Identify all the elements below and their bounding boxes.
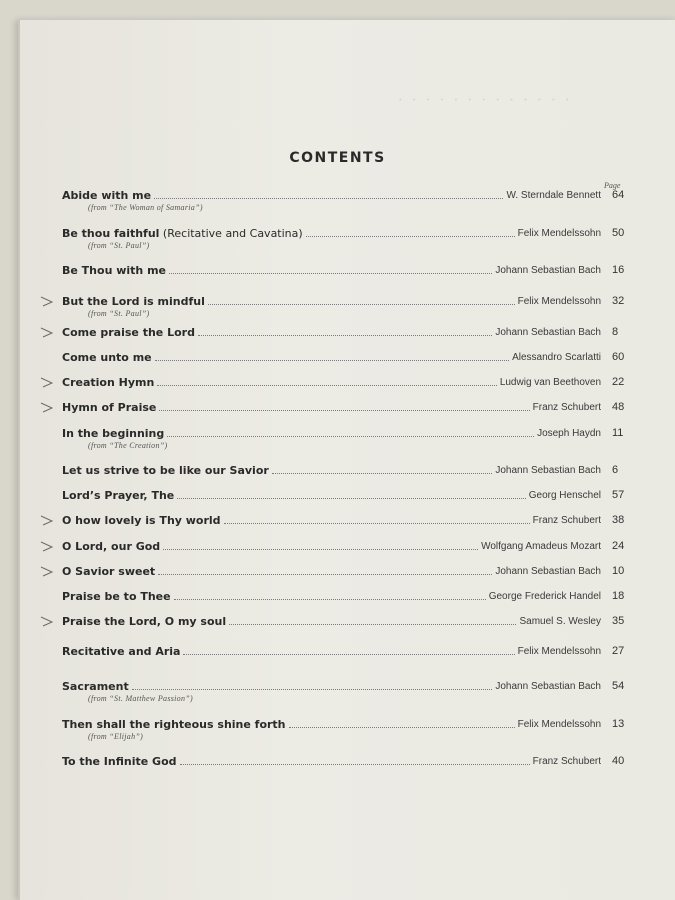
entry-page-number: 32 — [612, 295, 625, 307]
entry-page-number: 10 — [612, 565, 625, 577]
toc-entry — [0, 464, 675, 478]
entry-title: Come unto me — [62, 351, 152, 364]
entry-title: Praise the Lord, O my soul — [62, 615, 227, 628]
entry-page-number: 22 — [612, 376, 625, 388]
toc-entry — [0, 376, 675, 390]
entry-source: (from “St. Paul”) — [88, 309, 150, 318]
entry-page-number: 18 — [612, 590, 625, 602]
dot-leader — [155, 360, 509, 361]
dot-leader — [180, 764, 530, 765]
entry-note: (Recitative and Cavatina) — [159, 227, 303, 240]
dot-leader — [174, 599, 486, 600]
entry-composer: Johann Sebastian Bach — [495, 681, 601, 692]
entry-composer: Franz Schubert — [532, 402, 601, 413]
toc-entry — [0, 227, 675, 250]
pencil-check-mark — [40, 615, 62, 627]
toc-entry — [0, 615, 675, 629]
dot-leader — [167, 436, 534, 437]
toc-entry — [0, 514, 675, 528]
page-title: CONTENTS — [289, 150, 386, 166]
toc-entry — [0, 489, 675, 503]
entry-page-number: 64 — [612, 189, 625, 201]
pencil-check-mark — [40, 514, 62, 526]
dot-leader — [224, 523, 530, 524]
entry-composer: Felix Mendelssohn — [517, 296, 601, 307]
entry-title: But the Lord is mindful — [62, 295, 205, 308]
toc-entry — [0, 645, 675, 659]
entry-source: (from “St. Matthew Passion”) — [88, 694, 193, 703]
entry-page-number: 50 — [612, 227, 625, 239]
toc-entry — [0, 351, 675, 365]
dot-leader — [157, 385, 497, 386]
dot-leader — [289, 727, 515, 728]
dot-leader — [177, 498, 526, 499]
dot-leader — [132, 689, 492, 690]
entry-composer: Felix Mendelssohn — [517, 719, 601, 730]
pencil-check-mark — [40, 540, 62, 552]
entry-composer: Johann Sebastian Bach — [495, 265, 601, 276]
dot-leader — [229, 624, 516, 625]
entry-page-number: 57 — [612, 489, 625, 501]
entry-composer: Samuel S. Wesley — [519, 616, 601, 627]
entry-composer: Johann Sebastian Bach — [495, 465, 601, 476]
entry-title: Hymn of Praise — [62, 401, 157, 414]
entry-page-number: 11 — [612, 427, 624, 439]
toc-entry — [0, 264, 675, 278]
dot-leader — [158, 574, 492, 575]
entry-composer: Joseph Haydn — [537, 428, 601, 439]
entry-title: Be thou faithful (Recitative and Cavatina) — [62, 227, 303, 240]
entry-composer: Johann Sebastian Bach — [495, 566, 601, 577]
entry-composer: Felix Mendelssohn — [517, 228, 601, 239]
entry-title: Recitative and Aria — [62, 645, 181, 658]
entry-page-number: 35 — [612, 615, 625, 627]
toc-entry — [0, 189, 675, 212]
entry-page-number: 16 — [612, 264, 625, 276]
toc-entry — [0, 540, 675, 554]
entry-source: (from “Elijah”) — [88, 732, 144, 741]
entry-page-number: 24 — [612, 540, 625, 552]
entry-composer: Alessandro Scarlatti — [512, 352, 601, 363]
dot-leader — [272, 473, 492, 474]
entry-composer: Franz Schubert — [532, 756, 601, 767]
entry-title: Come praise the Lord — [62, 326, 195, 339]
entry-page-number: 54 — [612, 680, 625, 692]
toc-entry — [0, 590, 675, 604]
dot-leader — [208, 304, 515, 305]
bleed-through-text: · · · · · · · · · · · · · — [395, 90, 570, 109]
entry-title: To the Infinite God — [62, 755, 177, 768]
entry-title: O Savior sweet — [62, 565, 156, 578]
page-column-header: Page — [604, 181, 621, 190]
pencil-check-mark — [40, 565, 62, 577]
entry-title: Then shall the righteous shine forth — [62, 718, 286, 731]
entry-title: Let us strive to be like our Savior — [62, 464, 269, 477]
entry-source: (from “The Creation”) — [88, 441, 168, 450]
toc-entry — [0, 295, 675, 318]
entry-page-number: 6 — [612, 464, 619, 476]
entry-title: O Lord, our God — [62, 540, 161, 553]
toc-entry — [0, 718, 675, 741]
entry-page-number: 38 — [612, 514, 625, 526]
entry-title: Creation Hymn — [62, 376, 155, 389]
pencil-check-mark — [40, 295, 62, 307]
entry-composer: W. Sterndale Bennett — [506, 190, 601, 201]
entry-title: O how lovely is Thy world — [62, 514, 221, 527]
entry-title: In the beginning — [62, 427, 165, 440]
entry-composer: Johann Sebastian Bach — [495, 327, 601, 338]
toc-entry — [0, 326, 675, 340]
entry-page-number: 13 — [612, 718, 625, 730]
entry-composer: Wolfgang Amadeus Mozart — [481, 541, 601, 552]
entry-source: (from “The Woman of Samaria”) — [88, 203, 203, 212]
entry-composer: Georg Henschel — [528, 490, 601, 501]
dot-leader — [306, 236, 515, 237]
entry-page-number: 40 — [612, 755, 625, 767]
entry-page-number: 48 — [612, 401, 625, 413]
dot-leader — [154, 198, 503, 199]
dot-leader — [198, 335, 492, 336]
toc-entry — [0, 401, 675, 415]
toc-entry — [0, 755, 675, 769]
entry-composer: Ludwig van Beethoven — [499, 377, 601, 388]
entry-source: (from “St. Paul”) — [88, 241, 150, 250]
entry-title: Sacrament — [62, 680, 129, 693]
entry-title: Be Thou with me — [62, 264, 167, 277]
entry-page-number: 60 — [612, 351, 625, 363]
pencil-check-mark — [40, 376, 62, 388]
entry-composer: George Frederick Handel — [488, 591, 601, 602]
dot-leader — [163, 549, 478, 550]
dot-leader — [183, 654, 515, 655]
entry-title: Praise be to Thee — [62, 590, 171, 603]
pencil-check-mark — [40, 401, 62, 413]
entry-composer: Franz Schubert — [532, 515, 601, 526]
entry-page-number: 27 — [612, 645, 625, 657]
entry-title: Lord’s Prayer, The — [62, 489, 175, 502]
toc-entry — [0, 680, 675, 703]
entry-page-number: 8 — [612, 326, 619, 338]
entry-composer: Felix Mendelssohn — [517, 646, 601, 657]
pencil-check-mark — [40, 326, 62, 338]
toc-entry — [0, 565, 675, 579]
dot-leader — [159, 410, 530, 411]
dot-leader — [169, 273, 492, 274]
toc-entry — [0, 427, 675, 450]
entry-title: Abide with me — [62, 189, 152, 202]
